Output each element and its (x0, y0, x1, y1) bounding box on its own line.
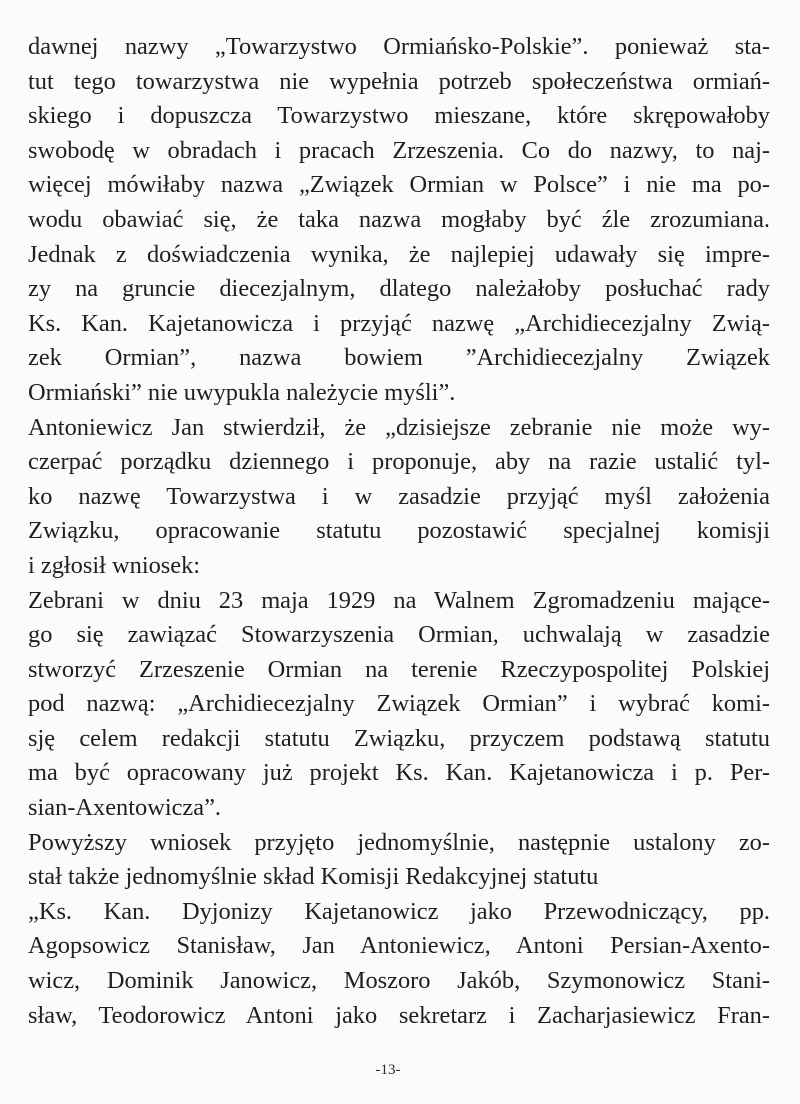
text-line: Ormiański” nie uwypukla należycie myśli”. (28, 378, 456, 406)
text-line: Agopsowicz Stanisław, Jan Antoniewicz, Antoni Persian-Axento- (28, 932, 770, 960)
text-line: więcej mówiłaby nazwa „Związek Ormian w Polsce” i nie ma po- (28, 171, 770, 199)
text-line: sian-Axentowicza”. (28, 794, 222, 822)
text-line: wodu obawiać się, że taka nazwa mogłaby być źle zrozumiana. (28, 205, 770, 233)
text-line: Antoniewicz Jan stwierdził, że „dzisiejsze zebranie nie może wy- (28, 413, 770, 441)
text-line: czerpać porządku dziennego i proponuje, aby na razie ustalić tyl- (28, 448, 770, 476)
text-line: Związku, opracowanie statutu pozostawić specjalnej komisji (28, 517, 770, 545)
text-line: ma być opracowany już projekt Ks. Kan. Kajetanowicza i p. Per- (28, 759, 770, 787)
text-line: dawnej nazwy „Towarzystwo Ormiańsko-Polskie”. ponieważ sta- (28, 33, 770, 60)
text-line: skiego i dopuszcza Towarzystwo mieszane, które skrępowałoby (28, 102, 770, 130)
document-body (28, 30, 770, 1033)
text-line: „Ks. Kan. Dyjonizy Kajetanowicz jako Przewodniczący, pp. (28, 897, 770, 925)
text-line: wicz, Dominik Janowicz, Moszoro Jakób, Szymonowicz Stani- (28, 967, 770, 995)
text-line: Powyższy wniosek przyjęto jednomyślnie, następnie ustalony zo- (28, 828, 770, 856)
text-line: zek Ormian”, nazwa bowiem ”Archidiecezjalny Związek (28, 344, 770, 372)
text-line: ko nazwę Towarzystwa i w zasadzie przyjąć myśl założenia (28, 482, 770, 510)
text-line: Ks. Kan. Kajetanowicza i przyjąć nazwę „Archidiecezjalny Zwią- (28, 309, 770, 337)
text-line: Jednak z doświadczenia wynika, że najlepiej udawały się impre- (28, 240, 770, 268)
text-line: go się zawiązać Stowarzyszenia Ormian, uchwalają w zasadzie (28, 621, 770, 649)
text-line: tut tego towarzystwa nie wypełnia potrzeb społeczeństwa ormiań- (28, 67, 770, 95)
text-line: sław, Teodorowicz Antoni jako sekretarz i Zacharjasiewicz Fran- (28, 1001, 770, 1029)
text-line: swobodę w obradach i pracach Zrzeszenia. Co do nazwy, to naj- (28, 136, 770, 164)
text-line: i zgłosił wniosek: (28, 551, 201, 579)
page-number: -13- (375, 1062, 401, 1078)
text-line: Zebrani w dniu 23 maja 1929 na Walnem Zgromadzeniu mające- (28, 586, 770, 614)
text-line: stworzyć Zrzeszenie Ormian na terenie Rzeczypospolitej Polskiej (28, 655, 770, 683)
text-line: stał także jednomyślnie skład Komisji Redakcyjnej statutu (28, 863, 599, 891)
text-line: zy na gruncie diecezjalnym, dlatego należałoby posłuchać rady (28, 275, 770, 303)
text-line: sję celem redakcji statutu Związku, przyczem podstawą statutu (28, 724, 770, 752)
text-line: pod nazwą: „Archidiecezjalny Związek Ormian” i wybrać komi- (28, 690, 770, 718)
